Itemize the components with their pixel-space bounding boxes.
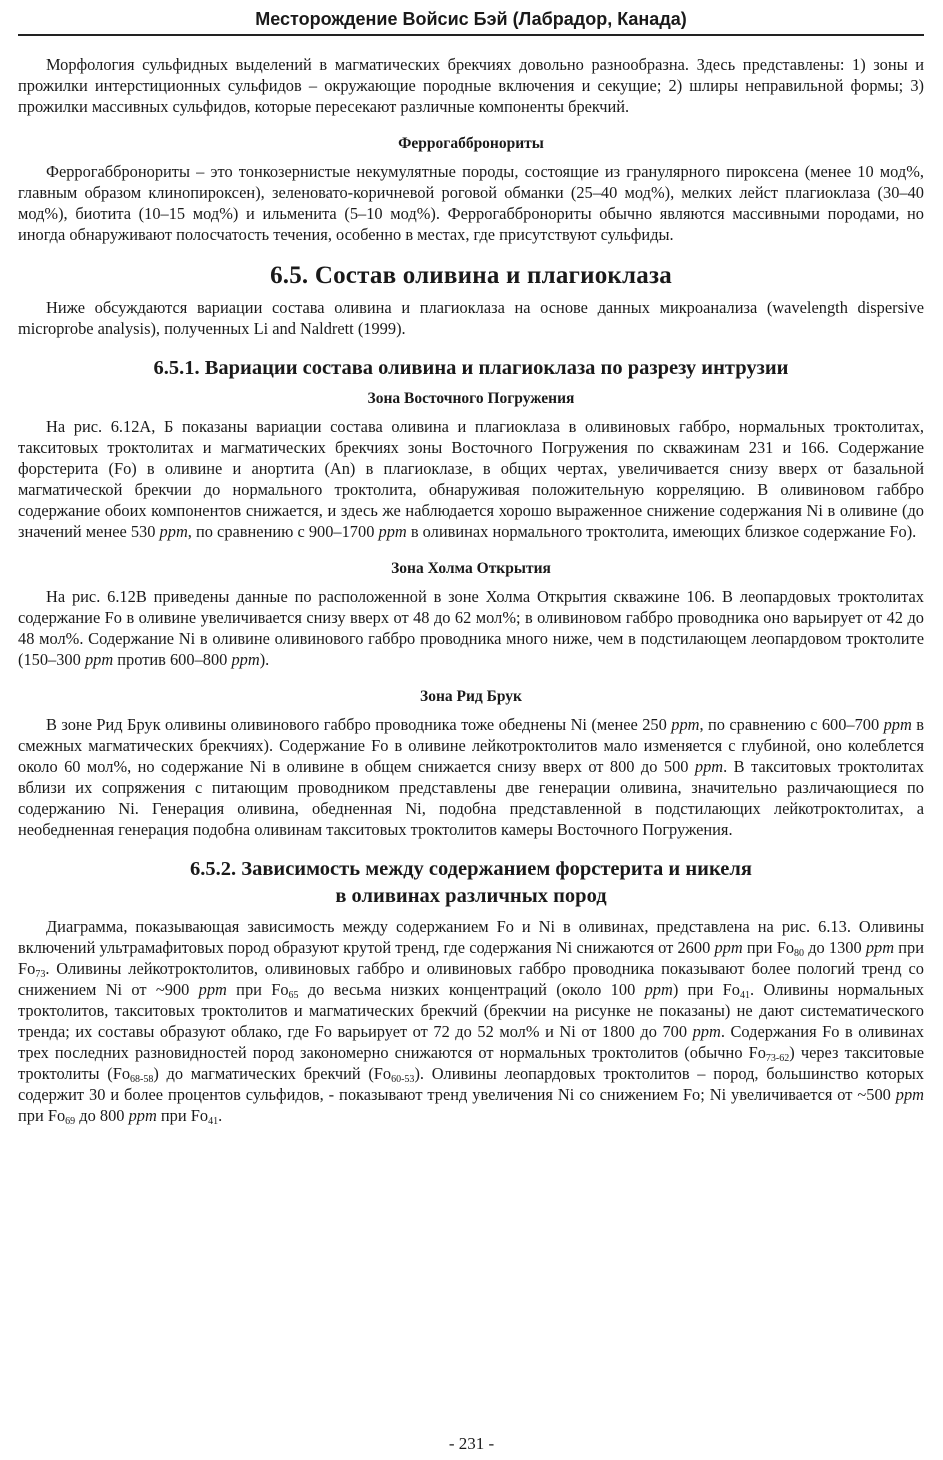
intro-paragraph: Морфология сульфидных выделений в магматических брекчиях довольно разнообразна. Здесь представлены: 1) зоны и прожилки интерстиционных сульфидов – окружающие породные включения и секущие; 2) шлиры неправильной формы; 3) прожилки массивных сульфидов, которые пересекают различные компоненты брекчий.: [18, 55, 924, 116]
zone-east-heading: Зона Восточного Погружения: [367, 390, 575, 407]
running-title: Месторождение Войсис Бэй (Лабрадор, Канада): [255, 9, 687, 29]
section-6-5-paragraph: Ниже обсуждаются вариации состава оливина и плагиоклаза на основе данных микроанализа (wavelength dispersive microprobe analysis), полученных Li and Naldrett (1999).: [18, 298, 924, 338]
section-6-5-2-paragraph: Диаграмма, показывающая зависимость между содержанием Fo и Ni в оливинах, представлена на рис. 6.13. Оливины включений ультрамафитовых пород образуют крутой тренд, где содержания Ni снижаются от 2600 ppm при $Fo_{80}$ до 1300 ppm при $Fo_{73}$. Оливины лейкотроктолитов, оливиновых габбро и оливиновых габбро проводника показывают более пологий тренд со снижением Ni от ~900 ppm при $Fo_{65}$ до весьма низких концентраций (около 100 ppm) при $Fo_{41}$. Оливины нормальных троктолитов, такситовых троктолитов и магматических брекчий (брекчии на рисунке не показаны) не дают систематического тренда; их составы образуют облако, где Fo варьирует от 72 до 52 мол% и Ni от 1800 до 700 ppm. Содержания Fo в оливинах трех последних разновидностей пород закономерно снижаются от нормальных троктолитов (обычно $Fo_{73-62}$) через такситовые троктолиты $(Fo_{68-58})$ до магматических брекчий $(Fo_{60-53})$. Оливины леопардовых троктолитов – пород, большинство которых содержит 30 и более процентов сульфидов, - показывают тренд увеличения Ni со снижением Fo; Ni увеличивается от ~500 ppm при $Fo_{69}$ до 800 ppm при $Fo_{41}$.: [18, 917, 924, 1127]
page-body: [18, 54, 924, 1126]
section-6-5-2-title: 6.5.2. Зависимость между содержанием форстерита и никеля в оливинах различных пород: [190, 858, 752, 907]
page-number: - 231 -: [448, 1434, 495, 1453]
ferro-heading: Феррогаббронориты: [398, 135, 544, 152]
section-6-5-1-title: 6.5.1. Вариации состава оливина и плагиоклаза по разрезу интрузии: [153, 357, 789, 379]
zone-reid-paragraph: В зоне Рид Брук оливины оливинового габбро проводника тоже обеднены Ni (менее 250 ppm, по сравнению с 600–700 ppm в смежных магматических брекчиях). Содержание Fo в оливине лейкотроктолитов мало изменяется с глубиной, оно колеблется около 60 мол%, но содержание Ni в оливине в общем снижается снизу вверх от 800 до 500 ppm. В такситовых троктолитах вблизи их сопряжения с питающим проводником представлены две генерации оливина, значительно различающиеся по содержанию Ni. Генерация оливина, обедненная Ni, подобна представленной в подстилающих лейкотроктолитах, а необедненная генерация подобна оливинам такситовых троктолитов камеры Восточного Погружения.: [18, 715, 925, 839]
zone-east-paragraph: На рис. 6.12А, Б показаны вариации состава оливина и плагиоклаза в оливиновых габбро, нормальных троктолитах, такситовых троктолитах и магматических брекчиях зоны Восточного Погружения по скважинам 231 и 166. Содержание форстерита (Fo) в оливине и анортита (An) в плагиоклазе, в общих чертах, увеличивается снизу вверх от базальной магматической брекчии до нормального троктолита, обнаруживая положительную корреляцию. В оливиновом габбро содержание обоих компонентов снижается, и здесь же наблюдается хорошо выраженное снижение содержания Ni в оливине (до значений менее 530 ppm, по сравнению с 900–1700 ppm в оливинах нормального троктолита, имеющих близкое содержание Fo).: [18, 417, 924, 541]
zone-hill-paragraph: На рис. 6.12В приведены данные по расположенной в зоне Холма Открытия скважине 106. В леопардовых троктолитах содержание Fo в оливине увеличивается снизу вверх от 48 до 62 мол%; в оливиновом габбро проводника оно варьирует от 42 до 48 мол%. Содержание Ni в оливине оливинового габбро проводника много ниже, чем в подстилающем леопардовом троктолите (150–300 ppm против 600–800 ppm).: [18, 587, 924, 669]
zone-reid-heading: Зона Рид Брук: [420, 688, 522, 705]
section-6-5-title: 6.5. Состав оливина и плагиоклаза: [270, 262, 672, 289]
running-header: [18, 6, 924, 36]
zone-hill-heading: Зона Холма Открытия: [391, 560, 551, 577]
ferro-paragraph: Феррогаббронориты – это тонкозернистые некумулятные породы, состоящие из гранулярного пироксена (менее 10 мод%, главным образом клинопироксен), зеленовато-коричневой роговой обманки (25–40 мод%), мелких лейст плагиоклаза (30–40 мод%), биотита (10–15 мод%) и ильменита (5–10 мод%). Феррогаббронориты обычно являются массивными породами, но иногда обнаруживают полосчатость течения, особенно в местах, где присутствуют сульфиды.: [18, 162, 924, 244]
